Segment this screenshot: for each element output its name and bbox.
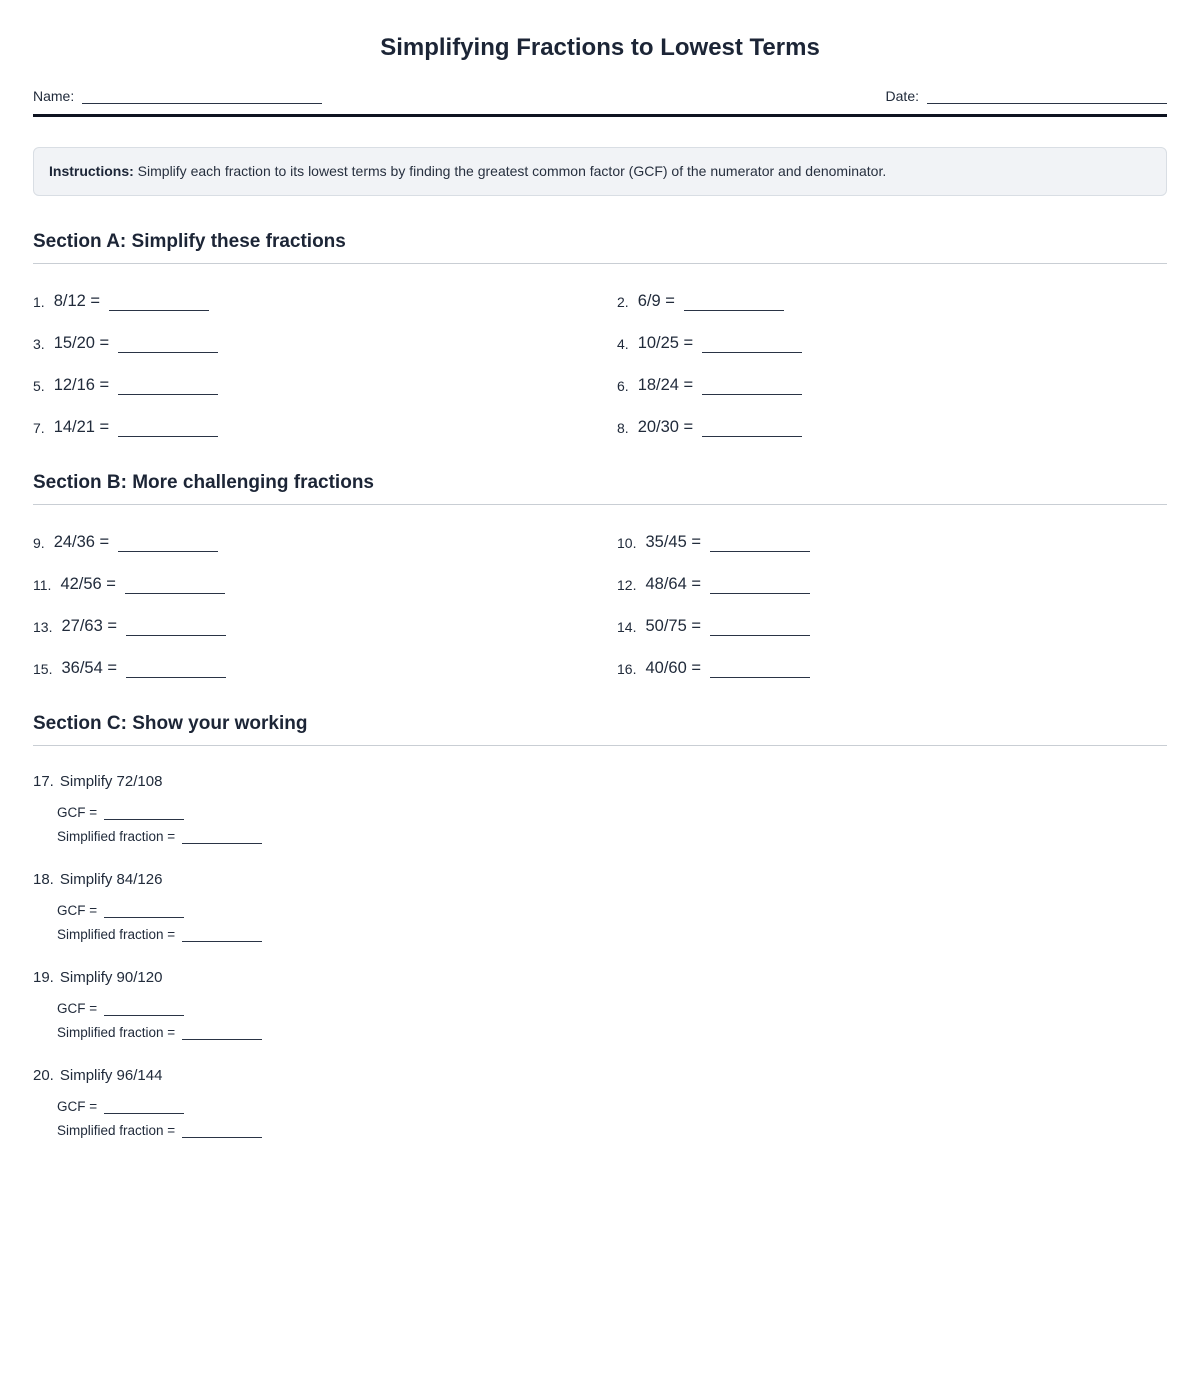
gcf-line: [57, 901, 1167, 918]
section-c-heading: Section C: Show your working: [33, 713, 1167, 746]
problem-number: 18.: [33, 870, 54, 888]
problem-11: [33, 569, 600, 594]
problem-number: 17.: [33, 772, 54, 790]
problem-expression: 6/9 =: [637, 291, 675, 310]
problem-statement: Simplify 90/120: [59, 968, 163, 986]
problem-2: [600, 286, 1167, 311]
simplified-label: Simplified fraction =: [57, 926, 176, 942]
problem-9: [33, 527, 600, 552]
problem-number: 6.: [617, 377, 629, 394]
page-title: Simplifying Fractions to Lowest Terms: [380, 34, 820, 61]
work-item-18: [33, 871, 1167, 942]
name-label: Name:: [33, 88, 75, 104]
section-a-heading: Section A: Simplify these fractions: [33, 231, 1167, 264]
problem-1: [33, 286, 600, 311]
problem-number: 16.: [617, 660, 637, 677]
problem-expression: 27/63 =: [61, 616, 117, 635]
problem-number: 20.: [33, 1066, 54, 1084]
problem-number: 1.: [33, 293, 45, 310]
problem-15: [33, 653, 600, 678]
problem-number: 13.: [33, 618, 53, 635]
simplified-line: [57, 925, 1167, 942]
work-item-title: [33, 1067, 1167, 1084]
answer-blank[interactable]: [125, 581, 225, 594]
problem-number: 2.: [617, 293, 629, 310]
answer-blank[interactable]: [126, 623, 226, 636]
simplified-label: Simplified fraction =: [57, 1122, 176, 1138]
simplified-answer-blank[interactable]: [182, 1027, 262, 1040]
name-date-row: [33, 88, 1167, 117]
problem-number: 9.: [33, 534, 45, 551]
problem-number: 4.: [617, 335, 629, 352]
answer-blank[interactable]: [710, 623, 810, 636]
problem-3: [33, 328, 600, 353]
problem-expression: 48/64 =: [645, 574, 701, 593]
work-item-title: [33, 773, 1167, 790]
problem-expression: 12/16 =: [53, 375, 110, 394]
problem-expression: 36/54 =: [61, 658, 117, 677]
answer-blank[interactable]: [702, 382, 802, 395]
answer-blank[interactable]: [684, 298, 784, 311]
work-item-17: [33, 773, 1167, 844]
problem-number: 10.: [617, 534, 637, 551]
instructions-box: [33, 147, 1167, 196]
answer-blank[interactable]: [710, 665, 810, 678]
answer-blank[interactable]: [710, 539, 810, 552]
gcf-label: GCF =: [57, 902, 98, 918]
simplified-label: Simplified fraction =: [57, 828, 176, 844]
work-item-20: [33, 1067, 1167, 1138]
gcf-label: GCF =: [57, 1098, 98, 1114]
gcf-label: GCF =: [57, 1000, 98, 1016]
simplified-line: [57, 827, 1167, 844]
problem-expression: 35/45 =: [645, 532, 701, 551]
problem-8: [600, 412, 1167, 437]
problem-statement: Simplify 72/108: [59, 772, 163, 790]
simplified-answer-blank[interactable]: [182, 1125, 262, 1138]
simplified-line: [57, 1121, 1167, 1138]
answer-blank[interactable]: [109, 298, 209, 311]
answer-blank[interactable]: [118, 424, 218, 437]
problem-number: 5.: [33, 377, 45, 394]
gcf-answer-blank[interactable]: [104, 807, 184, 820]
problem-number: 11.: [33, 576, 52, 593]
problem-4: [600, 328, 1167, 353]
name-input-line[interactable]: [82, 89, 322, 104]
work-item-title: [33, 871, 1167, 888]
date-label: Date:: [885, 88, 919, 104]
problem-7: [33, 412, 600, 437]
gcf-answer-blank[interactable]: [104, 905, 184, 918]
simplified-answer-blank[interactable]: [182, 929, 262, 942]
date-input-line[interactable]: [927, 89, 1167, 104]
problem-number: 14.: [617, 618, 637, 635]
problem-expression: 40/60 =: [645, 658, 701, 677]
simplified-label: Simplified fraction =: [57, 1024, 176, 1040]
problem-number: 7.: [33, 419, 45, 436]
gcf-answer-blank[interactable]: [104, 1003, 184, 1016]
gcf-line: [57, 1097, 1167, 1114]
problem-expression: 20/30 =: [637, 417, 694, 436]
simplified-line: [57, 1023, 1167, 1040]
work-item-title: [33, 969, 1167, 986]
answer-blank[interactable]: [118, 382, 218, 395]
problem-6: [600, 370, 1167, 395]
problem-expression: 50/75 =: [645, 616, 701, 635]
simplified-answer-blank[interactable]: [182, 831, 262, 844]
instructions-text: Simplify each fraction to its lowest terms by finding the greatest common factor (GCF) of the numerator and denominator.: [137, 163, 887, 179]
answer-blank[interactable]: [118, 340, 218, 353]
problem-16: [600, 653, 1167, 678]
problem-expression: 18/24 =: [637, 375, 694, 394]
problem-expression: 15/20 =: [53, 333, 110, 352]
problem-12: [600, 569, 1167, 594]
problem-10: [600, 527, 1167, 552]
answer-blank[interactable]: [126, 665, 226, 678]
problem-number: 15.: [33, 660, 53, 677]
work-lines: [57, 803, 1167, 844]
problem-statement: Simplify 96/144: [59, 1066, 163, 1084]
problem-13: [33, 611, 600, 636]
gcf-line: [57, 803, 1167, 820]
section-b-problems: [33, 527, 1167, 678]
work-lines: [57, 1097, 1167, 1138]
answer-blank[interactable]: [118, 539, 218, 552]
problem-expression: 24/36 =: [53, 532, 110, 551]
problem-expression: 10/25 =: [637, 333, 694, 352]
problem-expression: 14/21 =: [53, 417, 110, 436]
problem-14: [600, 611, 1167, 636]
answer-blank[interactable]: [702, 424, 802, 437]
answer-blank[interactable]: [710, 581, 810, 594]
problem-number: 12.: [617, 576, 637, 593]
problem-statement: Simplify 84/126: [59, 870, 163, 888]
gcf-label: GCF =: [57, 804, 98, 820]
work-lines: [57, 999, 1167, 1040]
problem-expression: 42/56 =: [60, 574, 116, 593]
section-a-problems: [33, 286, 1167, 437]
work-item-19: [33, 969, 1167, 1040]
instructions-label: Instructions:: [49, 163, 134, 179]
gcf-answer-blank[interactable]: [104, 1101, 184, 1114]
gcf-line: [57, 999, 1167, 1016]
problem-number: 8.: [617, 419, 629, 436]
work-lines: [57, 901, 1167, 942]
problem-number: 19.: [33, 968, 54, 986]
section-b-heading: Section B: More challenging fractions: [33, 472, 1167, 505]
problem-expression: 8/12 =: [53, 291, 101, 310]
answer-blank[interactable]: [702, 340, 802, 353]
date-field: [886, 88, 1167, 104]
problem-5: [33, 370, 600, 395]
problem-number: 3.: [33, 335, 45, 352]
name-field: [33, 88, 322, 104]
